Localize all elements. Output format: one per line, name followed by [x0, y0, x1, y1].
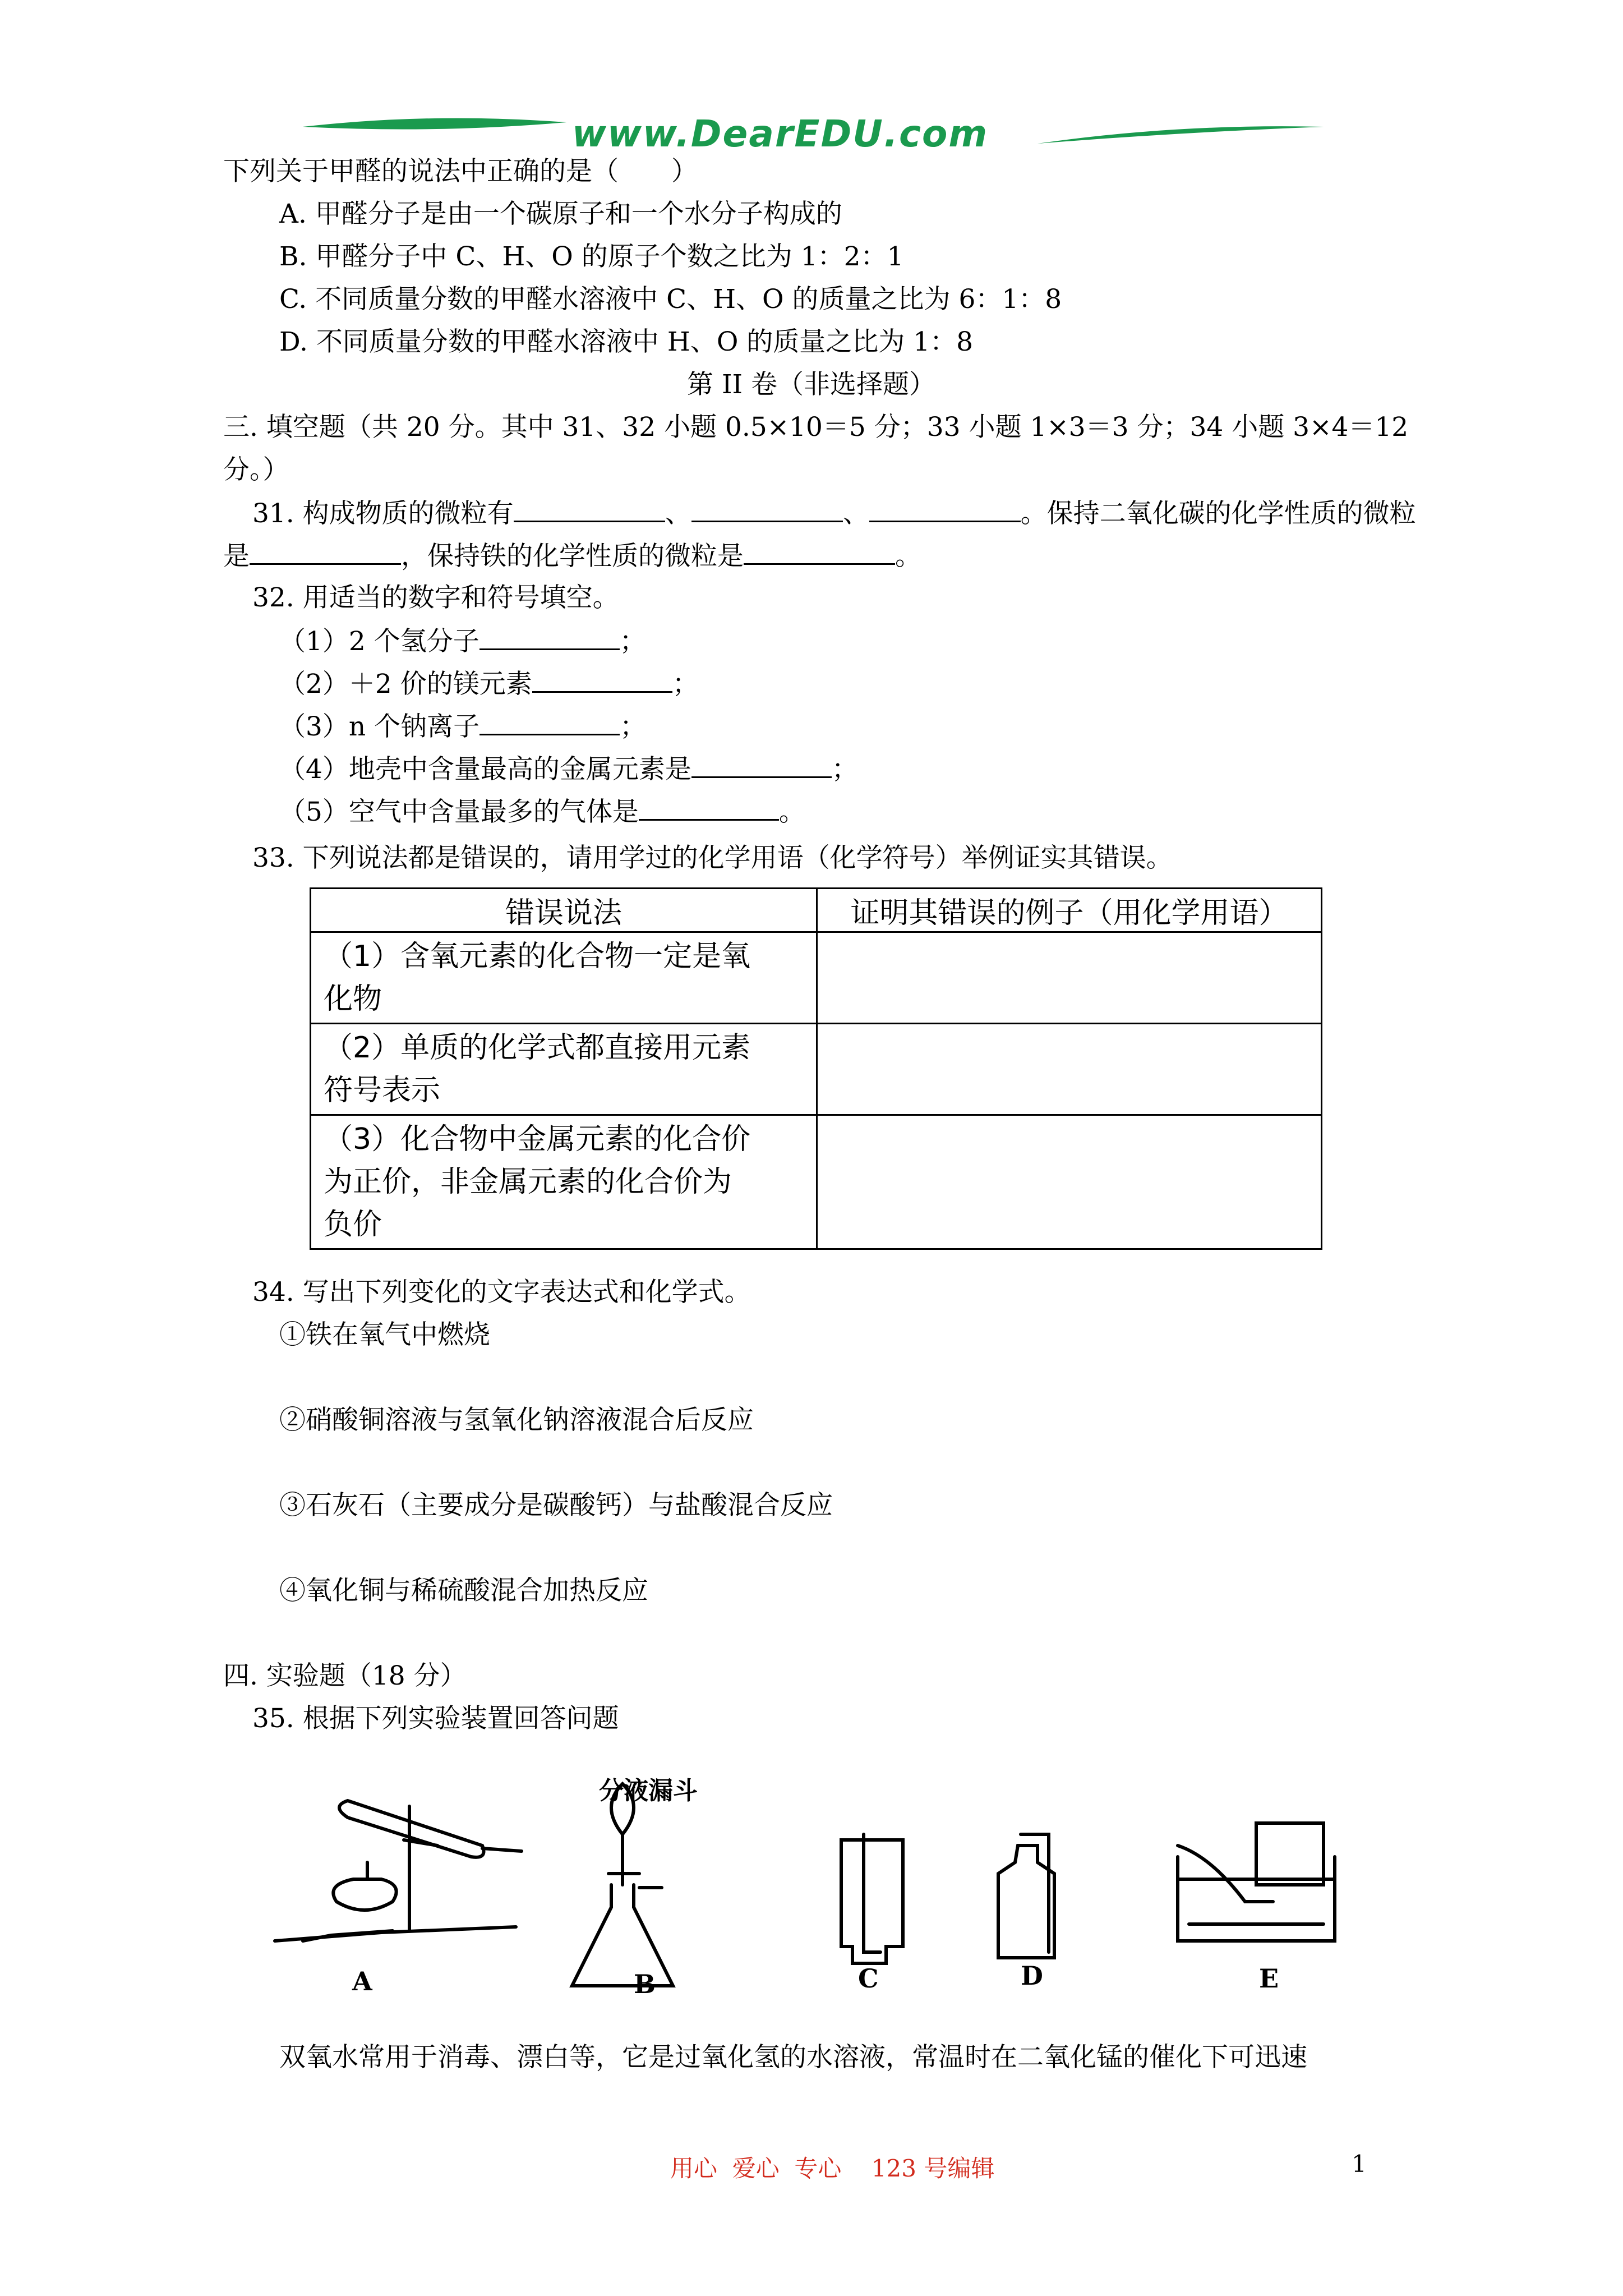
- q31-line2: [223, 539, 921, 573]
- q35-apparatus-figures: [269, 1773, 1396, 2008]
- q35-paragraph: 双氧水常用于消毒、漂白等，它是过氧化氢的水溶液，常温时在二氧化锰的催化下可迅速: [279, 2042, 1307, 2073]
- q34-item-2: ②硝酸铜溶液与氢氧化钠溶液混合后反应: [279, 1405, 754, 1435]
- table-row: [311, 1024, 1322, 1115]
- q32-item-5: [279, 794, 805, 829]
- q32-item-2-text: （2）＋2 价的镁元素: [279, 669, 532, 700]
- apparatus-e-icon: [1178, 1823, 1335, 1941]
- q31-sep-2: 、: [842, 498, 869, 529]
- table-row: [311, 1115, 1322, 1249]
- q33-table: [310, 887, 1322, 1250]
- label-a: A: [352, 1966, 372, 1996]
- apparatus-b-icon: [572, 1784, 673, 1986]
- q33-row2-line2: 符号表示: [324, 1074, 441, 1107]
- q31-line1: [252, 496, 1416, 531]
- apparatus-d-icon: [998, 1834, 1054, 1958]
- q34-item-4: ④氧化铜与稀硫酸混合加热反应: [279, 1575, 648, 1606]
- q31-sep-1: 、: [665, 498, 691, 529]
- q32-item-3-end: ；: [620, 711, 647, 742]
- q32-blank-5[interactable]: [639, 794, 779, 821]
- q33-header-example: 证明其错误的例子（用化学用语）: [817, 889, 1322, 932]
- q33-row2-line1: （2）单质的化学式都直接用元素: [324, 1031, 751, 1065]
- q31-text-a: 31. 构成物质的微粒有: [252, 498, 514, 529]
- q33-row1-statement: [311, 932, 817, 1024]
- q33-row2-statement: [311, 1024, 817, 1115]
- q32-item-2-end: ；: [672, 669, 699, 700]
- q32-item-3: [279, 709, 646, 744]
- q32-item-1-end: ；: [619, 626, 646, 657]
- q30-stem: 下列关于甲醛的说法中正确的是（ ）: [223, 156, 698, 187]
- q32-blank-4[interactable]: [691, 752, 832, 778]
- q30-option-a: A. 甲醛分子是由一个碳原子和一个水分子构成的: [279, 199, 842, 229]
- table-row: [311, 932, 1322, 1024]
- q30-option-d: D. 不同质量分数的甲醛水溶液中 H、O 的质量之比为 1：8: [279, 326, 974, 357]
- q32-item-1: [279, 624, 646, 659]
- section-4-title: 四. 实验题（18 分）: [223, 1660, 467, 1691]
- header-site-url: www.DearEDU.com: [572, 112, 989, 155]
- q32-item-5-end: 。: [778, 797, 805, 827]
- q33-row1-line1: （1）含氧元素的化合物一定是氧: [324, 940, 751, 973]
- q33-header-error: 错误说法: [311, 889, 817, 932]
- q31-blank-2[interactable]: [691, 496, 843, 522]
- q33-row3-answer-cell[interactable]: [817, 1115, 1322, 1249]
- q33-row3-statement: [311, 1115, 817, 1249]
- apparatus-drawing: [269, 1773, 1396, 2008]
- q30-option-c: C. 不同质量分数的甲醛水溶液中 C、H、O 的质量之比为 6：1：8: [279, 284, 1062, 315]
- q31-blank-3[interactable]: [869, 496, 1021, 522]
- q32-blank-3[interactable]: [479, 709, 620, 735]
- q33-row2-answer-cell[interactable]: [817, 1024, 1322, 1115]
- label-e: E: [1259, 1963, 1279, 1994]
- q33-stem: 33. 下列说法都是错误的，请用学过的化学用语（化学符号）举例证实其错误。: [252, 843, 1173, 873]
- label-b: B: [634, 1969, 656, 1999]
- q33-row3-line1: （3）化合物中金属元素的化合价: [324, 1122, 751, 1156]
- q34-item-3: ③石灰石（主要成分是碳酸钙）与盐酸混合反应: [279, 1490, 833, 1521]
- q31-text-e: 。: [895, 541, 921, 572]
- q31-blank-4[interactable]: [250, 539, 401, 565]
- q33-row3-line3: 负价: [324, 1208, 382, 1241]
- q31-blank-1[interactable]: [514, 496, 665, 522]
- q32-blank-1[interactable]: [479, 624, 620, 650]
- q33-row1-answer-cell[interactable]: [817, 932, 1322, 1024]
- q32-item-2: [279, 666, 699, 701]
- apparatus-a-icon: [275, 1801, 522, 1941]
- section-2-title: 第 II 卷（非选择题）: [687, 369, 936, 400]
- q32-item-4-end: ；: [831, 754, 858, 785]
- q33-row3-line2: 为正价，非金属元素的化合价为: [324, 1165, 732, 1199]
- label-d: D: [1021, 1961, 1043, 1991]
- q32-item-1-text: （1）2 个氢分子: [279, 626, 479, 657]
- q32-item-4: [279, 752, 858, 786]
- q35-stem: 35. 根据下列实验装置回答问题: [252, 1703, 619, 1734]
- funnel-label: 分液漏斗: [599, 1777, 698, 1805]
- label-c: C: [858, 1963, 879, 1994]
- q32-blank-2[interactable]: [532, 666, 672, 693]
- q32-item-3-text: （3）n 个钠离子: [279, 711, 480, 742]
- q32-stem: 32. 用适当的数字和符号填空。: [252, 582, 619, 613]
- apparatus-c-icon: [841, 1834, 903, 1963]
- q31-blank-5[interactable]: [744, 539, 895, 565]
- section-3-title-line2: 分。）: [223, 454, 289, 485]
- q30-option-b: B. 甲醛分子中 C、H、O 的原子个数之比为 1：2：1: [279, 241, 904, 272]
- q31-text-d: ，保持铁的化学性质的微粒是: [401, 541, 744, 572]
- q32-item-5-text: （5）空气中含量最多的气体是: [279, 797, 639, 827]
- q34-item-1: ①铁在氧气中燃烧: [279, 1319, 490, 1350]
- q34-stem: 34. 写出下列变化的文字表达式和化学式。: [252, 1277, 751, 1308]
- q32-item-4-text: （4）地壳中含量最高的金属元素是: [279, 754, 691, 785]
- q31-text-b: 。保持二氧化碳的化学性质的微粒: [1020, 498, 1416, 529]
- footer-text: 用心 爱心 专心 123 号编辑: [670, 2155, 995, 2182]
- section-3-title-line1: 三. 填空题（共 20 分。其中 31、32 小题 0.5×10＝5 分；33 小题 1×3＝3 分；34 小题 3×4＝12: [223, 412, 1409, 443]
- q33-row1-line2: 化物: [324, 982, 382, 1016]
- q31-text-c: 是: [223, 541, 250, 572]
- page-number: 1: [1352, 2150, 1367, 2178]
